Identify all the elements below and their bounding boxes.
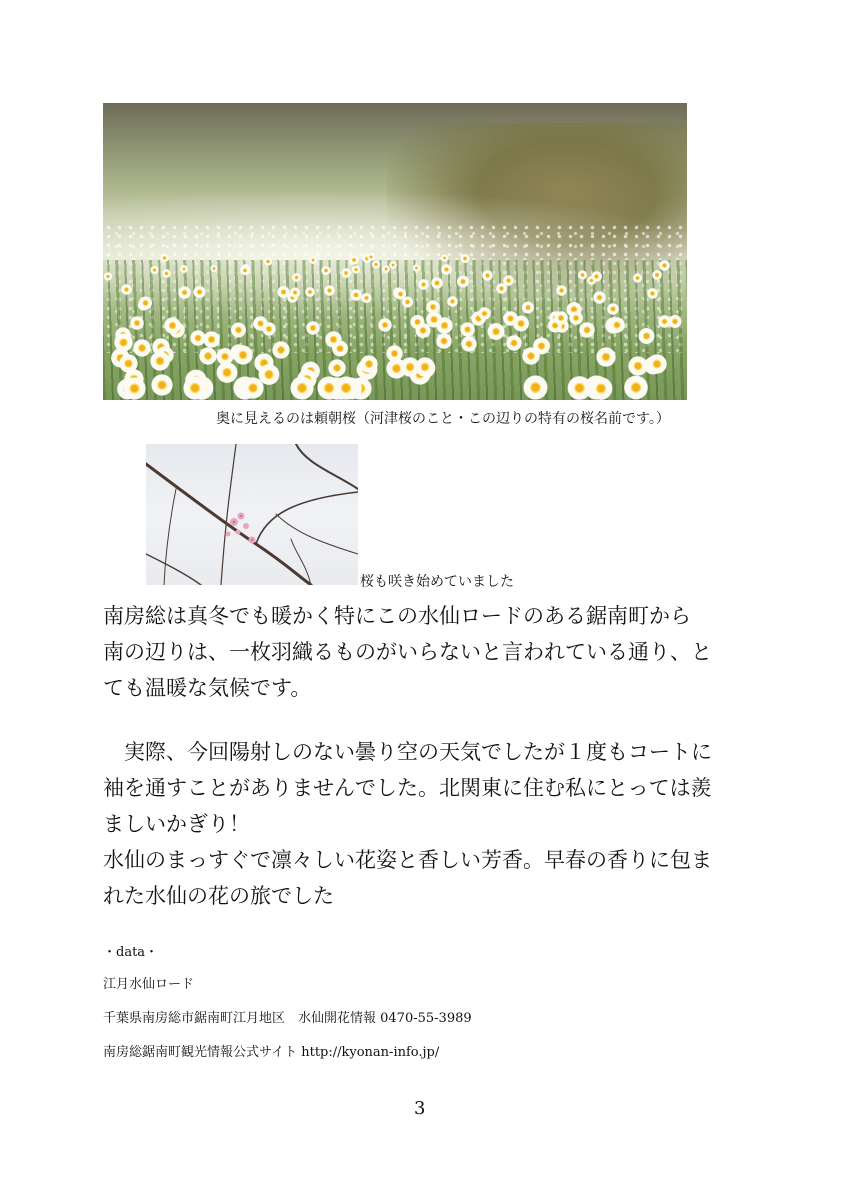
page-number: 3 xyxy=(414,1098,426,1119)
paragraph-2-line-2: 袖を通すことがありませんでした。北関東に住む私にとっては羨 xyxy=(103,776,712,800)
website-link[interactable]: 南房総鋸南町観光情報公式サイト http://kyonan-info.jp/ xyxy=(103,1045,440,1060)
paragraph-1-line-1: 南房総は真冬でも暖かく特にこの水仙ロードのある鋸南町から xyxy=(103,604,691,628)
paragraph-2 xyxy=(103,734,712,914)
photo2-caption: 桜も咲き始めていました xyxy=(360,574,514,590)
paragraph-1 xyxy=(103,598,712,706)
address-info: 千葉県南房総市鋸南町江月地区 水仙開花情報 0470-55-3989 xyxy=(103,1011,472,1026)
cherry-blossom-photo xyxy=(146,444,358,585)
place-name: 江月水仙ロード xyxy=(103,977,195,992)
paragraph-2-line-4: 水仙のまっすぐで凛々しい花姿と香しい芳香。早春の香りに包ま xyxy=(103,848,712,872)
data-heading: ・data・ xyxy=(103,945,159,960)
paragraph-1-line-3: ても温暖な気候です。 xyxy=(103,676,312,700)
paragraph-2-line-3: ましいかぎり！ xyxy=(103,812,250,836)
photo1-caption: 奥に見えるのは頼朝桜（河津桜のこと・この辺りの特有の桜名前です。） xyxy=(216,411,670,427)
daffodil-field-photo xyxy=(103,103,687,400)
paragraph-2-line-1: 実際、今回陽射しのない曇り空の天気でしたが１度もコートに xyxy=(103,740,712,764)
paragraph-2-line-5: れた水仙の花の旅でした xyxy=(103,884,334,908)
paragraph-1-line-2: 南の辺りは、一枚羽織るものがいらないと言われている通り、と xyxy=(103,640,712,664)
